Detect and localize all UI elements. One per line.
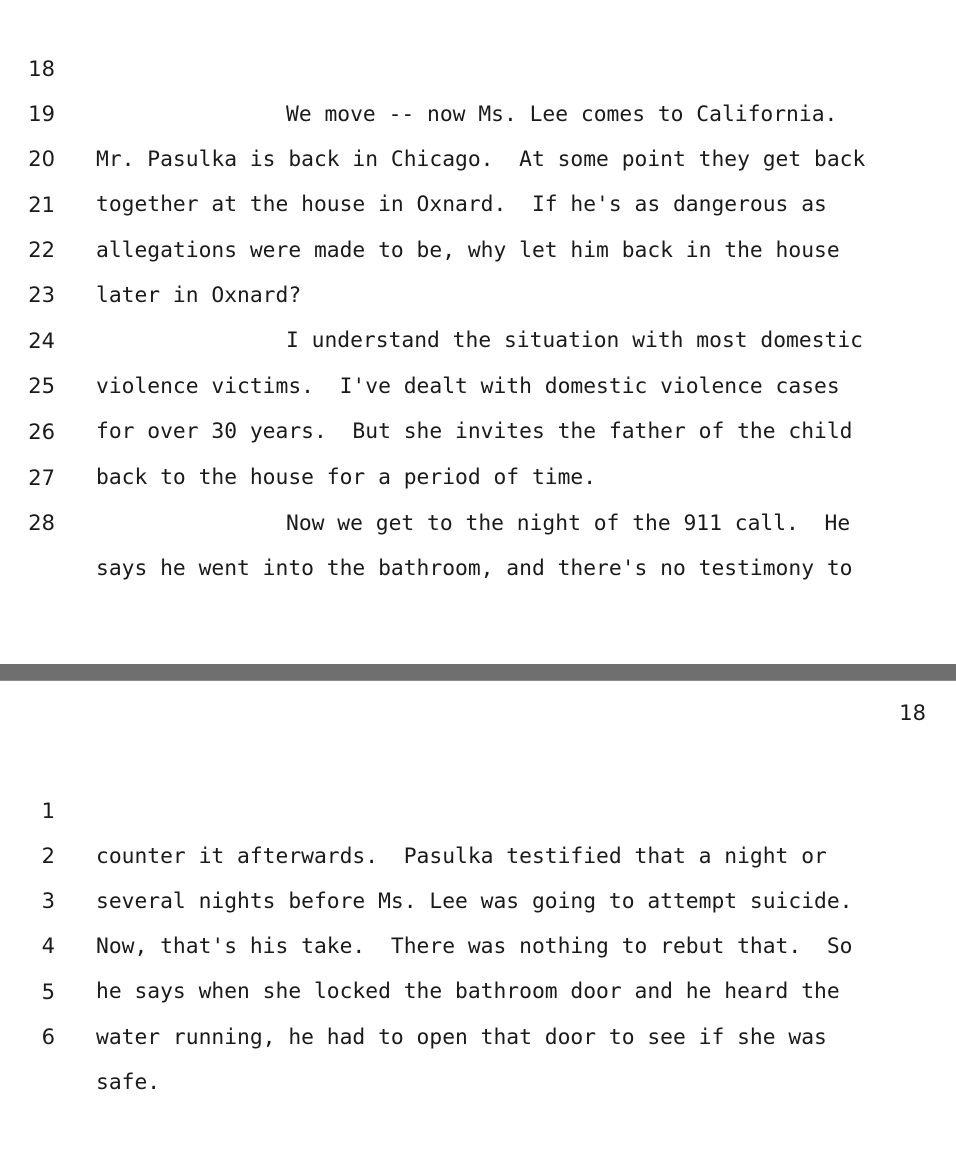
line-text: back to the house for a period of time. — [96, 465, 597, 490]
line-number: 28 — [28, 511, 55, 535]
line-number: 4 — [41, 934, 55, 958]
line-number: 5 — [41, 980, 55, 1004]
line-number: 19 — [28, 102, 55, 126]
line-number: 20 — [28, 147, 55, 171]
line-number: 3 — [41, 889, 55, 913]
line-text: several nights before Ms. Lee was going to attempt suicide. — [96, 889, 853, 914]
page-number: 18 — [899, 701, 926, 725]
line-text: Mr. Pasulka is back in Chicago. At some point they get back — [96, 147, 866, 172]
transcript-page-bottom — [0, 681, 956, 1095]
line-text: I understand the situation with most domestic — [286, 328, 863, 353]
line-number: 2 — [41, 844, 55, 868]
line-text: Now we get to the night of the 911 call. He — [286, 511, 851, 536]
line-number: 26 — [28, 420, 55, 444]
line-text: counter it afterwards. Pasulka testified that a night or — [96, 844, 827, 869]
line-number: 18 — [28, 57, 55, 81]
line-number: 22 — [28, 238, 55, 262]
line-number: 23 — [28, 283, 55, 307]
line-number: 27 — [28, 466, 55, 490]
line-text: allegations were made to be, why let him back in the house — [96, 238, 840, 263]
line-text: he says when she locked the bathroom door and he heard the — [96, 979, 840, 1004]
line-number: 25 — [28, 374, 55, 398]
line-number: 24 — [28, 329, 55, 353]
transcript-line — [0, 744, 956, 869]
line-text: violence victims. I've dealt with domestic violence cases — [96, 374, 840, 399]
line-number: 1 — [41, 799, 55, 823]
line-number: 21 — [28, 193, 55, 217]
line-text: for over 30 years. But she invites the father of the child — [96, 419, 853, 444]
line-text: We move -- now Ms. Lee comes to California. — [286, 102, 838, 127]
line-text: together at the house in Oxnard. If he's as dangerous as — [96, 192, 827, 217]
line-number: 6 — [41, 1025, 55, 1049]
line-text: says he went into the bathroom, and there's no testimony to — [96, 556, 853, 581]
line-text: Now, that's his take. There was nothing to rebut that. So — [96, 934, 853, 959]
line-text: water running, he had to open that door to see if she was — [96, 1025, 827, 1050]
page-divider — [0, 664, 956, 681]
line-text: safe. — [96, 1070, 161, 1095]
line-text: later in Oxnard? — [96, 283, 302, 308]
